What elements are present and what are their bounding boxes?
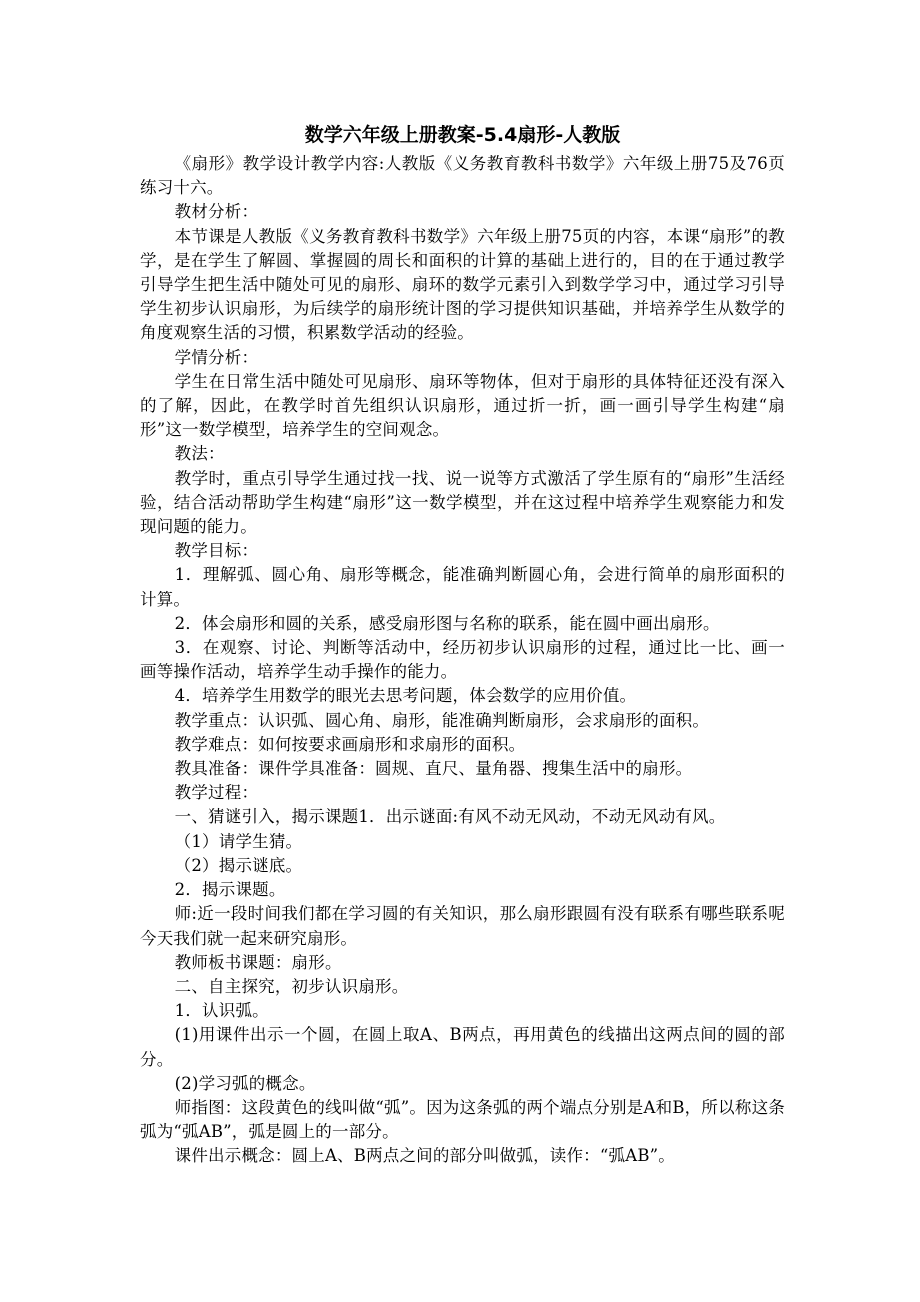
paragraph: 4．培养学生用数学的眼光去思考问题，体会数学的应用价值。 bbox=[174, 686, 637, 706]
document-page bbox=[140, 118, 785, 1169]
paragraph: 1．认识弧。 bbox=[174, 1001, 269, 1021]
paragraph: 一、猜谜引入，揭示课题1．出示谜面:有风不动无风动，不动无风动有风。 bbox=[174, 807, 726, 827]
paragraph: 教学时，重点引导学生通过找一找、说一说等方式激活了学生原有的“扇形”生活经验，结合活动帮助学生构建“扇形”这一数学模型，并在这过程中培养学生观察能力和发现问题的能力。 bbox=[140, 468, 785, 537]
paragraph: (2)学习弧的概念。 bbox=[174, 1073, 316, 1093]
paragraph: 教学目标： bbox=[174, 541, 259, 561]
paragraph: 师指图：这段黄色的线叫做“弧”。因为这条弧的两个端点分别是A和B，所以称这条弧为“弧AB”，弧是圆上的一部分。 bbox=[140, 1097, 785, 1142]
paragraph: 3．在观察、讨论、判断等活动中，经历初步认识扇形的过程，通过比一比、画一画等操作活动，培养学生动手操作的能力。 bbox=[140, 638, 785, 682]
document-title: 数学六年级上册教案-5.4扇形-人教版 bbox=[304, 124, 621, 146]
paragraph: 教学难点：如何按要求画扇形和求扇形的面积。 bbox=[174, 734, 526, 754]
paragraph: 1．理解弧、圆心角、扇形等概念，能准确判断圆心角，会进行简单的扇形面积的计算。 bbox=[140, 565, 785, 609]
paragraph: 2．揭示课题。 bbox=[174, 880, 286, 900]
paragraph: 教法： bbox=[174, 444, 225, 464]
paragraph: （1）请学生猜。 bbox=[174, 831, 303, 851]
paragraph: 学生在日常生活中随处可见扇形、扇环等物体，但对于扇形的具体特征还没有深入的了解，因此，在教学时首先组织认识扇形，通过折一折，画一画引导学生构建“扇形”这一数学模型，培养学生的空间观念。 bbox=[140, 371, 785, 440]
paragraph: (1)用课件出示一个圆，在圆上取A、B两点，再用黄色的线描出这两点间的圆的部分。 bbox=[140, 1025, 785, 1069]
paragraph: 教具准备：课件学具准备：圆规、直尺、量角器、搜集生活中的扇形。 bbox=[174, 759, 693, 779]
paragraph: 本节课是人教版《义务教育教科书数学》六年级上册75页的内容，本课“扇形”的教学，是在学生了解圆、掌握圆的周长和面积的计算的基础上进行的，目的在于通过教学引导学生把生活中随处可见的扇形、扇环的数学元素引入到数学学习中，通过学习引导学生初步认识扇形，为后续学的扇形统计图的学习提供知识基础，并培养学生从数学的角度观察生活的习惯，积累数学活动的经验。 bbox=[140, 226, 785, 343]
paragraph: 二、自主探究，初步认识扇形。 bbox=[174, 976, 409, 996]
paragraph: 2．体会扇形和圆的关系，感受扇形图与名称的联系，能在圆中画出扇形。 bbox=[174, 613, 720, 633]
paragraph: 师:近一段时间我们都在学习圆的有关知识，那么扇形跟圆有没有联系有哪些联系呢今天我们就一起来研究扇形。 bbox=[140, 904, 785, 948]
paragraph: 学情分析： bbox=[174, 347, 259, 367]
paragraph: 教材分析： bbox=[174, 202, 259, 222]
paragraph: 课件出示概念：圆上A、B两点之间的部分叫做弧，读作：“弧AB”。 bbox=[174, 1146, 675, 1166]
document-body bbox=[140, 152, 785, 1169]
paragraph: 教学重点：认识弧、圆心角、扇形，能准确判断扇形，会求扇形的面积。 bbox=[174, 710, 710, 730]
paragraph: （2）揭示谜底。 bbox=[174, 855, 303, 875]
paragraph: 《扇形》教学设计教学内容:人教版《义务教育教科书数学》六年级上册75及76页练习十六。 bbox=[140, 154, 785, 198]
paragraph: 教学过程： bbox=[174, 783, 259, 803]
paragraph: 教师板书课题：扇形。 bbox=[174, 952, 342, 972]
